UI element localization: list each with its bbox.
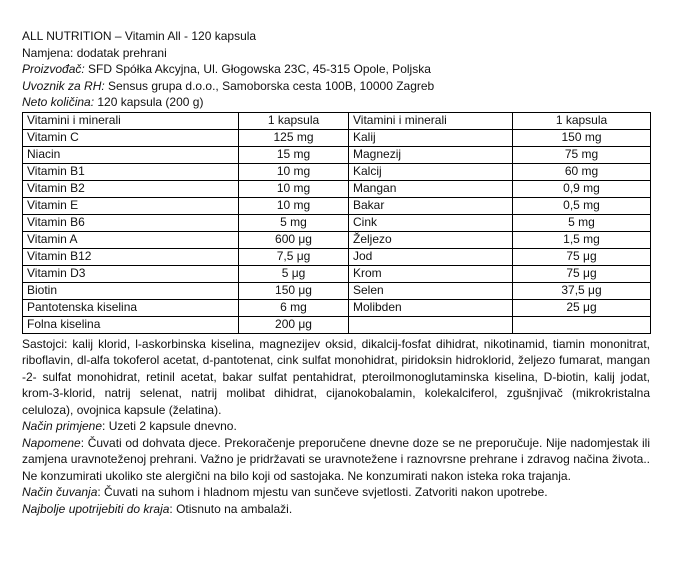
nutrient-amount-left: 10 mg (239, 197, 349, 214)
nutrient-name-left: Vitamin B2 (23, 180, 239, 197)
nutrient-amount-right: 60 mg (513, 163, 651, 180)
net-quantity-line (22, 94, 650, 111)
usage-line (22, 418, 650, 435)
nutrient-name-right: Željezo (349, 231, 513, 248)
nutrient-name-right: Kalij (349, 129, 513, 146)
nutrient-amount-left: 200 μg (239, 316, 349, 333)
usage-value: : Uzeti 2 kapsule dnevno. (102, 419, 237, 433)
table-header-row (23, 112, 651, 129)
nutrient-name-right: Bakar (349, 197, 513, 214)
nutrient-amount-right (513, 316, 651, 333)
header-amount-right: 1 kapsula (513, 112, 651, 129)
best-before-line (22, 501, 650, 518)
importer-label: Uvoznik za RH: (22, 78, 105, 93)
storage-label: Način čuvanja (22, 485, 98, 499)
nutrient-name-right: Mangan (349, 180, 513, 197)
table-row (23, 299, 651, 316)
table-row (23, 214, 651, 231)
table-row (23, 231, 651, 248)
product-label (22, 28, 650, 517)
nutrient-amount-left: 5 mg (239, 214, 349, 231)
header-amount-left: 1 kapsula (239, 112, 349, 129)
best-before-value: : Otisnuto na ambalaži. (169, 501, 293, 516)
nutrient-name-right: Kalcij (349, 163, 513, 180)
table-row (23, 129, 651, 146)
nutrient-name-right: Krom (349, 265, 513, 282)
nutrient-name-right: Selen (349, 282, 513, 299)
nutrient-name-left: Pantotenska kiselina (23, 299, 239, 316)
notes-paragraph (22, 435, 650, 485)
nutrient-name-right: Cink (349, 214, 513, 231)
nutrient-name-right: Molibden (349, 299, 513, 316)
storage-line (22, 484, 650, 501)
nutrient-name-left: Biotin (23, 282, 239, 299)
nutrient-amount-left: 6 mg (239, 299, 349, 316)
nutrient-name-right (349, 316, 513, 333)
nutrient-amount-left: 15 mg (239, 146, 349, 163)
nutrient-amount-right: 150 mg (513, 129, 651, 146)
nutrient-name-left: Vitamin B6 (23, 214, 239, 231)
nutrient-amount-right: 0,5 mg (513, 197, 651, 214)
table-row (23, 146, 651, 163)
nutrient-name-left: Vitamin D3 (23, 265, 239, 282)
nutrient-name-left: Vitamin E (23, 197, 239, 214)
product-title: ALL NUTRITION – Vitamin All - 120 kapsula (22, 29, 257, 43)
importer-value: Sensus grupa d.o.o., Samoborska cesta 100B, 10000 Zagreb (104, 78, 435, 93)
table-row (23, 197, 651, 214)
nutrient-amount-right: 75 μg (513, 265, 651, 282)
nutrient-table (22, 112, 651, 334)
nutrient-name-right: Magnezij (349, 146, 513, 163)
table-row (23, 180, 651, 197)
nutrient-amount-right: 5 mg (513, 214, 651, 231)
nutrient-amount-left: 10 mg (239, 163, 349, 180)
nutrient-name-right: Jod (349, 248, 513, 265)
nutrient-name-left: Vitamin C (23, 129, 239, 146)
header-nutrient-right: Vitamini i minerali (349, 112, 513, 129)
usage-label: Način primjene (22, 419, 103, 433)
nutrient-amount-right: 37,5 μg (513, 282, 651, 299)
nutrient-amount-left: 7,5 μg (239, 248, 349, 265)
nutrient-amount-left: 125 mg (239, 129, 349, 146)
nutrient-amount-left: 150 μg (239, 282, 349, 299)
importer-line (22, 78, 650, 95)
net-quantity-value: 120 kapsula (200 g) (94, 95, 204, 109)
notes-value: : Čuvati od dohvata djece. Prekoračenje preporučene dnevne doze se ne preporučuje. Nije nadomjestak ili zamjena uravnoteženoj prehrani. Važno je pridržavati se uravnotežene i raznovrsne prehrane i zdravog načina života.. Ne konzumirati ukoliko ste alergični na bilo koji od sastojaka. Ne konzumirati nakon isteka roka trajanja. (22, 435, 650, 483)
net-quantity-label: Neto količina: (22, 95, 95, 109)
table-row (23, 282, 651, 299)
nutrient-amount-right: 75 μg (513, 248, 651, 265)
nutrient-name-left: Vitamin B1 (23, 163, 239, 180)
nutrient-amount-left: 10 mg (239, 180, 349, 197)
notes-label: Napomene (22, 435, 81, 450)
nutrient-table-body (23, 129, 651, 333)
manufacturer-line (22, 61, 650, 78)
table-row (23, 248, 651, 265)
nutrient-amount-left: 600 μg (239, 231, 349, 248)
nutrient-name-left: Vitamin A (23, 231, 239, 248)
table-row (23, 316, 651, 333)
nutrient-amount-right: 25 μg (513, 299, 651, 316)
storage-value: : Čuvati na suhom i hladnom mjestu van sunčeve svjetlosti. Zatvoriti nakon upotrebe. (97, 485, 548, 499)
nutrient-amount-left: 5 μg (239, 265, 349, 282)
purpose-line: Namjena: dodatak prehrani (22, 45, 167, 60)
nutrient-name-left: Folna kiselina (23, 316, 239, 333)
nutrient-name-left: Vitamin B12 (23, 248, 239, 265)
nutrient-amount-right: 0,9 mg (513, 180, 651, 197)
ingredients-paragraph: Sastojci: kalij klorid, l-askorbinska kiselina, magnezijev oksid, dikalcij-fosfat dihidrat, nikotinamid, tiamin mononitrat, riboflavin, dl-alfa tokoferol acetat, d-pantotenat, cink sulfat monohidrat, piridoksin hidroklorid, željezo fumarat, mangan -2- sulfat monohidrat, retinil acetat, bakar sulfat pentahidrat, pteroilmonoglutaminska kiselina, D-biotin, kalij jodat, krom-3-klorid, natrij selenat, natrij molibat dihidrat, cijanokobalamin, kolekalciferol, zgušnjivač (mikrokristalna celuloza), ovojnica kapsule (želatina). (22, 336, 650, 417)
nutrient-amount-right: 75 mg (513, 146, 651, 163)
nutrient-amount-right: 1,5 mg (513, 231, 651, 248)
manufacturer-value: SFD Spółka Akcyjna, Ul. Głogowska 23C, 45-315 Opole, Poljska (84, 62, 431, 76)
table-row (23, 163, 651, 180)
table-row (23, 265, 651, 282)
nutrient-name-left: Niacin (23, 146, 239, 163)
header-nutrient-left: Vitamini i minerali (23, 112, 239, 129)
manufacturer-label: Proizvođač: (22, 62, 85, 76)
best-before-label: Najbolje upotrijebiti do kraja (22, 501, 170, 516)
